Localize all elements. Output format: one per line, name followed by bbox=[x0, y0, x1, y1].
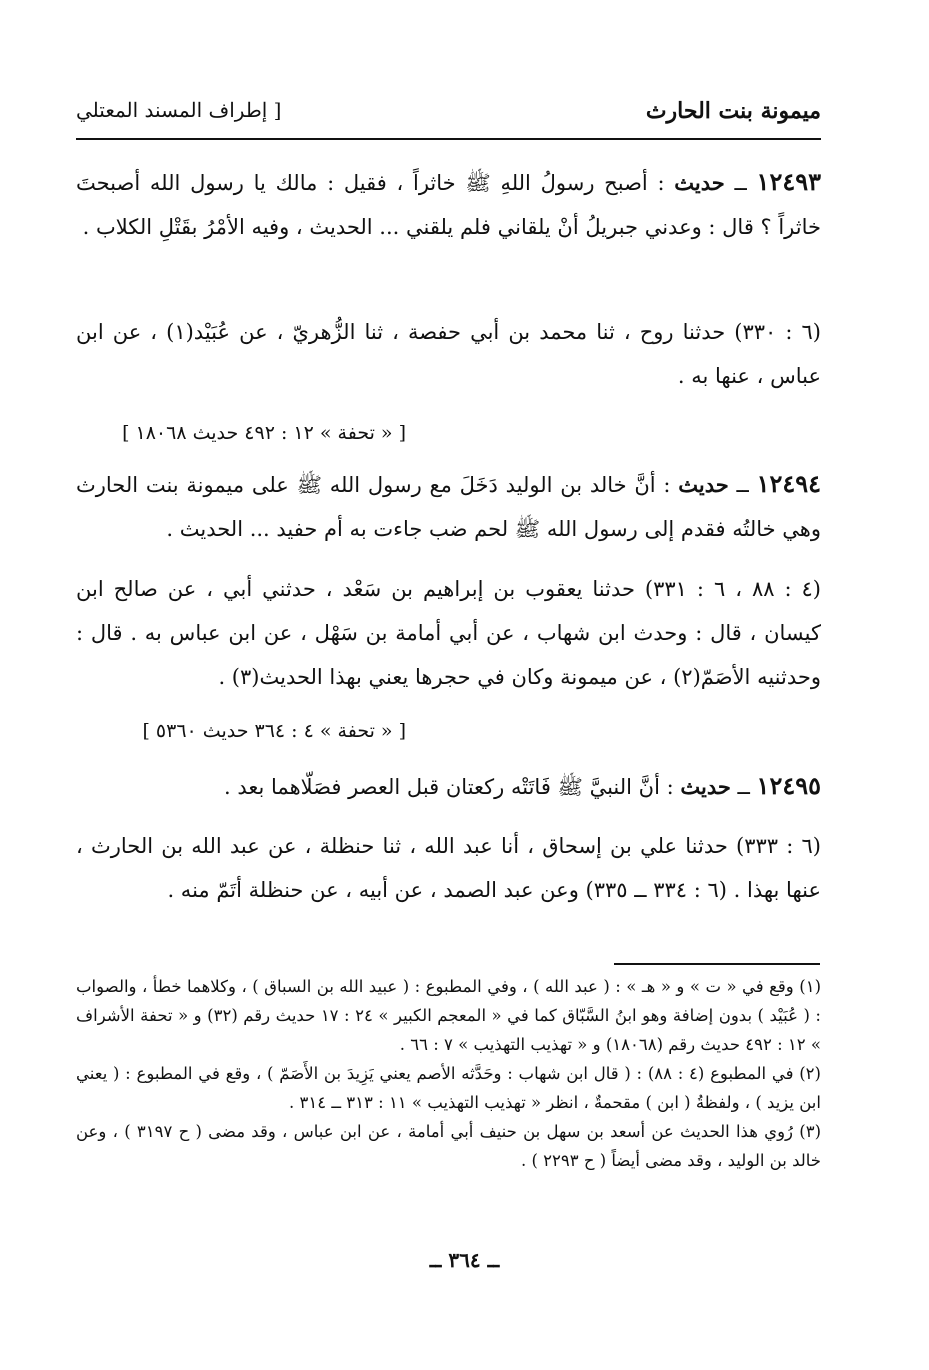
hadith-text: : أصبح رسولُ اللهِ ﷺ خاثراً ، فقيل : مالك يا رسول الله أصبحتَ خاثراً ؟ قال : وعدني جبريلُ أنْ يلقاني فلم يلقني ... الحديث ، وفيه الأمْرُ بقَتْلِ الكلاب . bbox=[76, 171, 821, 239]
running-header bbox=[76, 98, 821, 134]
chapter-title: ميمونة بنت الحارث bbox=[645, 98, 821, 124]
header-divider bbox=[76, 138, 821, 140]
hadith-label: حديث bbox=[678, 472, 729, 497]
book-title: [ إطراف المسند المعتلي bbox=[76, 98, 282, 122]
footnotes bbox=[76, 972, 821, 1175]
footnote-1: (١) وقع في « ت » و « هـ » : ( عبد الله ) ، وفي المطبوع : ( عبيد الله بن السباق ) ، وكلاهما خطأ ، والصواب : ( عُبَيْد ) بدون إضافة وهو ابنُ السَّبّاق كما في « المعجم الكبير » ٢٤ : ١٧ حديث رقم (٣٢) و « تحفة الأشراف » ١٢ : ٤٩٢ حديث رقم (١٨٠٦٨) و « تهذيب التهذيب » ٧ : ٦٦ . bbox=[76, 977, 821, 1054]
hadith-entry-12495 bbox=[76, 764, 821, 809]
hadith-text: : أنَّ النبيَّ ﷺ فَاتَتْه ركعتان قبل العصر فصَلّاهما بعد . bbox=[224, 775, 674, 799]
hadith-entry-12494 bbox=[76, 462, 821, 551]
hadith-number: ١٢٤٩٣ bbox=[756, 167, 821, 196]
hadith-number: ١٢٤٩٥ bbox=[756, 771, 821, 800]
hadith-entry-12493 bbox=[76, 160, 821, 249]
hadith-label: حديث bbox=[680, 774, 731, 799]
tuhfa-reference-12493: [ « تحفة » ١٢ : ٤٩٢ حديث ١٨٠٦٨ ] bbox=[122, 422, 406, 444]
isnad-12493: (٦ : ٣٣٠) حدثنا روح ، ثنا محمد بن أبي حفصة ، ثنا الزُّهريّ ، عن عُبَيْد(١) ، عن ابن عباس ، عنها به . bbox=[76, 320, 821, 388]
dash: ــ bbox=[736, 473, 749, 497]
tuhfa-reference-12494: [ « تحفة » ٤ : ٣٦٤ حديث ٥٣٦٠ ] bbox=[142, 720, 406, 742]
isnad-12495: (٦ : ٣٣٣) حدثنا علي بن إسحاق ، أنا عبد الله ، ثنا حنظلة ، عن عبد الله بن الحارث ، عنها بهذا . (٦ : ٣٣٤ ــ ٣٣٥) وعن عبد الصمد ، عن أبيه ، عن حنظلة أتَمّ منه . bbox=[76, 834, 821, 902]
footnote-3: (٣) رُوي هذا الحديث عن أسعد بن سهل بن حنيف أبي أمامة ، عن ابن عباس ، وقد مضى ( ح ٣١٩٧ ) ، وعن خالد بن الوليد ، وقد مضى أيضاً ( ح ٢٢٩٣ ) . bbox=[76, 1122, 821, 1170]
hadith-number: ١٢٤٩٤ bbox=[756, 469, 822, 498]
footnote-divider bbox=[614, 963, 820, 965]
hadith-text: : أنَّ خالد بن الوليد دَخَلَ مع رسول الله ﷺ على ميمونة بنت الحارث وهي خالتُه فقدم إلى رسول الله ﷺ لحم ضب جاءت به أم حفيد ... الحديث . bbox=[76, 473, 821, 541]
dash: ــ bbox=[734, 171, 747, 195]
footnote-2: (٢) في المطبوع (٤ : ٨٨) : ( قال ابن شهاب : وحَدَّثه الأصم يعني يَزِيدَ بن الأَصَمّ ) ، وقع في المطبوع : ( يعني ابن يزيد ) ، ولفظةُ ( ابن ) مقحمةٌ ، انظر « تهذيب التهذيب » ١١ : ٣١٣ ــ ٣١٤ . bbox=[76, 1064, 821, 1112]
dash: ــ bbox=[737, 775, 750, 799]
page-number: ــ ٣٦٤ ــ bbox=[429, 1248, 500, 1272]
hadith-label: حديث bbox=[674, 170, 725, 195]
isnad-12494: (٤ : ٨٨ ، ٦ : ٣٣١) حدثنا يعقوب بن إبراهيم بن سَعْد ، حدثني أبي ، عن صالح ابن كيسان ، قال : وحدث ابن شهاب ، عن أبي أمامة بن سَهْل ، عن ابن عباس به . قال : وحدثنيه الأصَمّ(٢) ، عن ميمونة وكان في حجرها يعني بهذا الحديث(٣) . bbox=[76, 577, 821, 689]
